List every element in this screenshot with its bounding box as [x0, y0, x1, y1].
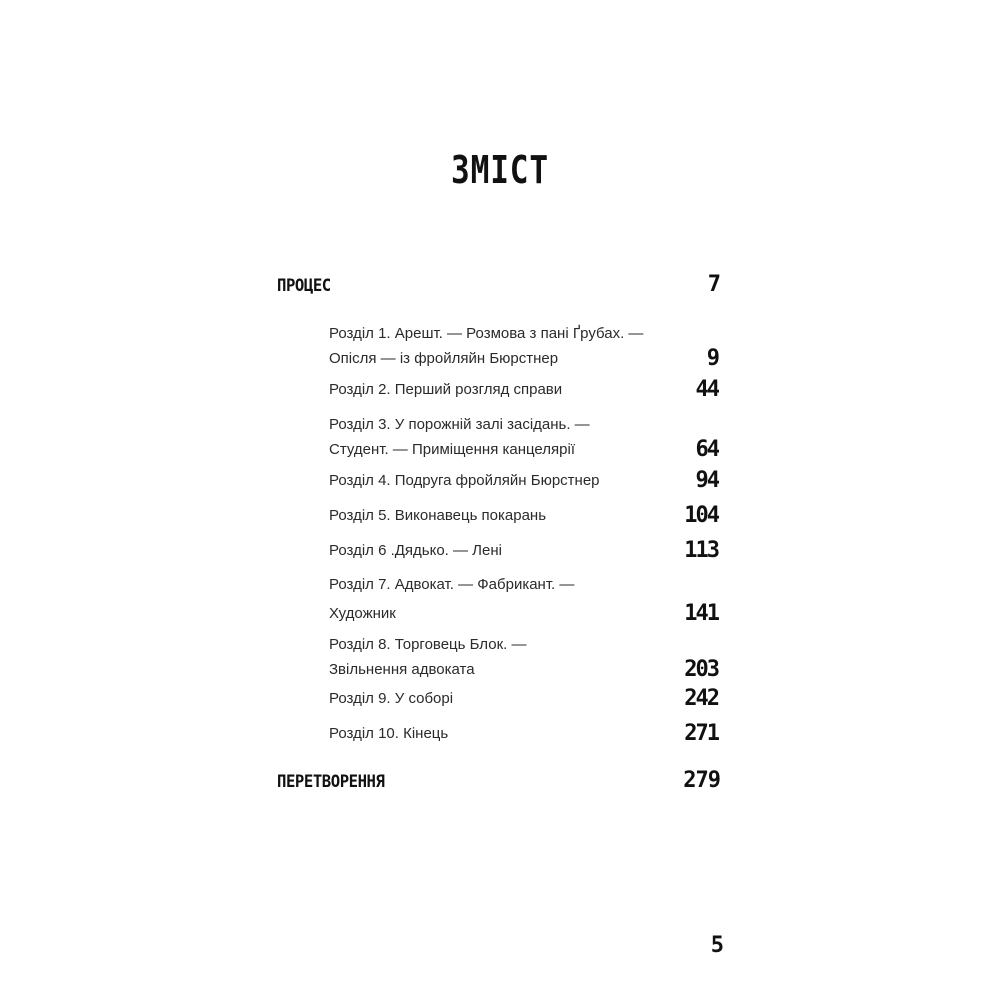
- chapter-page-number: 203: [684, 657, 718, 682]
- section-title: ПЕРЕТВОРЕННЯ: [277, 772, 385, 792]
- folio-page-number: 5: [710, 933, 724, 958]
- toc-chapter-9: [329, 686, 720, 711]
- chapter-page-number: 9: [706, 346, 718, 371]
- section-page-number: 279: [683, 768, 720, 793]
- chapter-page-number: 113: [684, 538, 718, 563]
- toc-chapter-6: [329, 538, 720, 563]
- toc-chapter-10: [329, 721, 720, 746]
- chapter-page-number: 271: [684, 721, 718, 746]
- chapter-title-line: Опісля — із фройляйн Бюрстнер: [329, 350, 559, 367]
- toc-chapter-3: [329, 412, 720, 462]
- chapter-title-line: Розділ 4. Подруга фройляйн Бюрстнер: [329, 472, 600, 489]
- chapter-title-line: Розділ 3. У порожній залі засідань. —: [329, 416, 590, 433]
- chapter-title-line: Розділ 6 .Дядько. — Лені: [329, 542, 502, 559]
- toc-section-metamorphosis: [277, 768, 720, 793]
- section-page-number: 7: [707, 272, 720, 297]
- chapter-page-number: 44: [695, 377, 718, 402]
- chapter-page-number: 94: [695, 468, 718, 493]
- chapter-page-number: 64: [695, 437, 718, 462]
- chapter-title-line: Розділ 10. Кінець: [329, 725, 449, 742]
- chapter-title-line: Художник: [329, 605, 396, 622]
- chapter-title-line: Розділ 9. У соборі: [329, 690, 454, 707]
- chapter-title-line: Звільнення адвоката: [329, 661, 475, 678]
- toc-chapter-5: [329, 503, 720, 528]
- chapter-page-number: 104: [684, 503, 718, 528]
- toc-section-process: [277, 272, 720, 297]
- section-title: ПРОЦЕС: [277, 276, 331, 296]
- chapter-page-number: 141: [684, 601, 718, 626]
- toc-chapter-7: [329, 572, 720, 626]
- chapter-title-line: Розділ 7. Адвокат. — Фабрикант. —: [329, 576, 575, 593]
- chapter-title-line: Розділ 5. Виконавець покарань: [329, 507, 547, 524]
- chapter-title-line: Розділ 2. Перший розгляд справи: [329, 381, 563, 398]
- toc-chapter-2: [329, 377, 720, 402]
- page-title: ЗМІСТ: [451, 148, 549, 192]
- toc-chapter-1: [329, 321, 720, 371]
- toc-chapter-8: [329, 632, 720, 682]
- chapter-title-line: Розділ 1. Арешт. — Розмова з пані Ґрубах. —: [329, 325, 644, 342]
- chapter-page-number: 242: [684, 686, 718, 711]
- chapter-title-line: Розділ 8. Торговець Блок. —: [329, 636, 527, 653]
- chapter-title-line: Студент. — Приміщення канцелярії: [329, 441, 575, 458]
- toc-chapter-4: [329, 468, 720, 493]
